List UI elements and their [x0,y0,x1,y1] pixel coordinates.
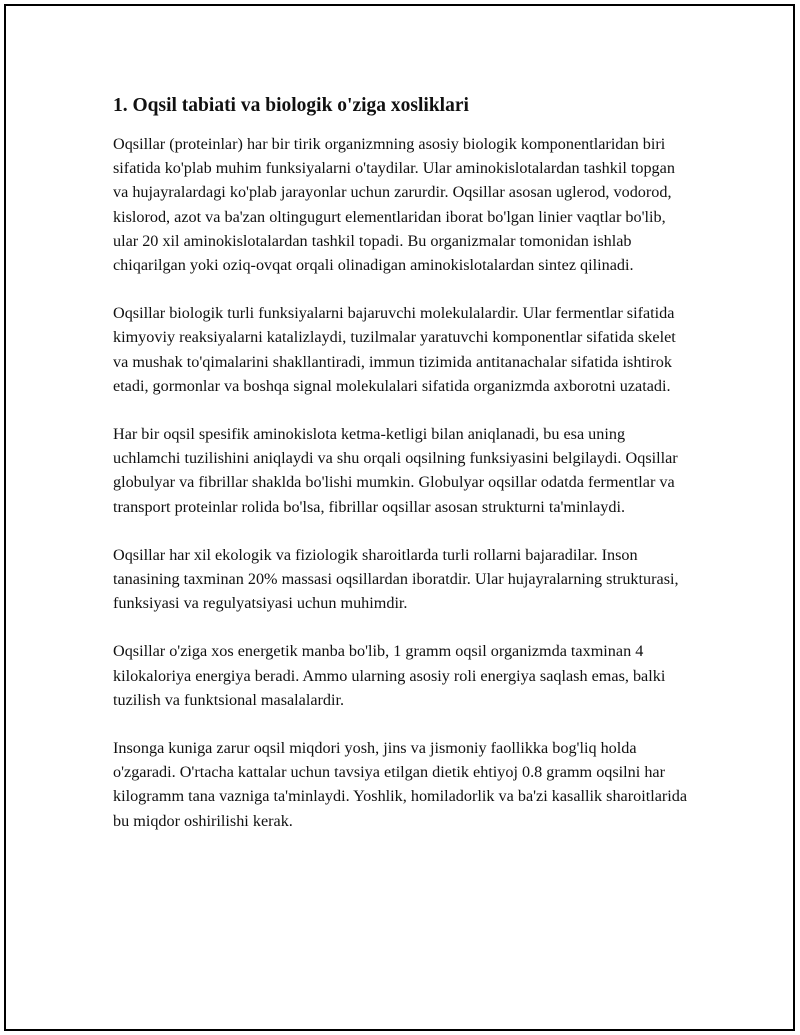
paragraph-2: Oqsillar biologik turli funksiyalarni bajaruvchi molekulalardir. Ular fermentlar sifatida kimyoviy reaksiyalarni katalizlaydi, tuzilmalar yaratuvchi komponentlar sifatida skelet va mushak to'qimalarini shakllantiradi, immun tizimida antitanachalar sifatida ishtirok etadi, gormonlar va boshqa signal molekulalari sifatida organizmda axborotni uzatadi. [113,304,676,395]
paragraph-6: Insonga kuniga zarur oqsil miqdori yosh, jins va jismoniy faollikka bog'liq holda o'zgaradi. O'rtacha kattalar uchun tavsiya etilgan dietik ehtiyoj 0.8 gramm oqsilni har kilogramm tana vazniga ta'minlaydi. Yoshlik, homiladorlik va ba'zi kasallik sharoitlarida bu miqdor oshirilishi kerak. [113,739,688,830]
document-body [113,90,693,857]
paragraph-1: Oqsillar (proteinlar) har bir tirik organizmning asosiy biologik komponentlaridan biri sifatida ko'plab muhim funksiyalarni o'taydilar. Ular aminokislotalardan tashkil topgan va hujayralardagi ko'plab jarayonlar uchun zarurdir. Oqsillar asosan uglerod, vodorod, kislorod, azot va ba'zan oltingugurt elementlaridan iborat bo'lgan linier vaqtlar bo'lib, ular 20 xil aminokislotalardan tashkil topadi. Bu organizmalar tomonidan ishlab chiqarilgan yoki oziq-ovqat orqali olinadigan aminokislotalardan sintez qilinadi. [113,135,675,275]
paragraph-4: Oqsillar har xil ekologik va fiziologik sharoitlarda turli rollarni bajaradilar. Inson tanasining taxminan 20% massasi oqsillardan iboratdir. Ular hujayralarning strukturasi, funksiyasi va regulyatsiyasi uchun muhimdir. [113,545,679,613]
paragraph-5: Oqsillar o'ziga xos energetik manba bo'lib, 1 gramm oqsil organizmda taxminan 4 kilokaloriya energiya beradi. Ammo ularning asosiy roli energiya saqlash emas, balki tuzilish va funktsional masalalardir. [113,642,666,709]
section-heading: 1. Oqsil tabiati va biologik o'ziga xosliklari [113,95,469,116]
paragraph-3: Har bir oqsil spesifik aminokislota ketma-ketligi bilan aniqlanadi, bu esa uning uchlamchi tuzilishini aniqlaydi va shu orqali oqsilning funksiyasini belgilaydi. Oqsillar globulyar va fibrillar shaklda bo'lishi mumkin. Globulyar oqsillar odatda fermentlar va transport proteinlar rolida bo'lsa, fibrillar oqsillar asosan strukturni ta'minlaydi. [113,425,678,516]
